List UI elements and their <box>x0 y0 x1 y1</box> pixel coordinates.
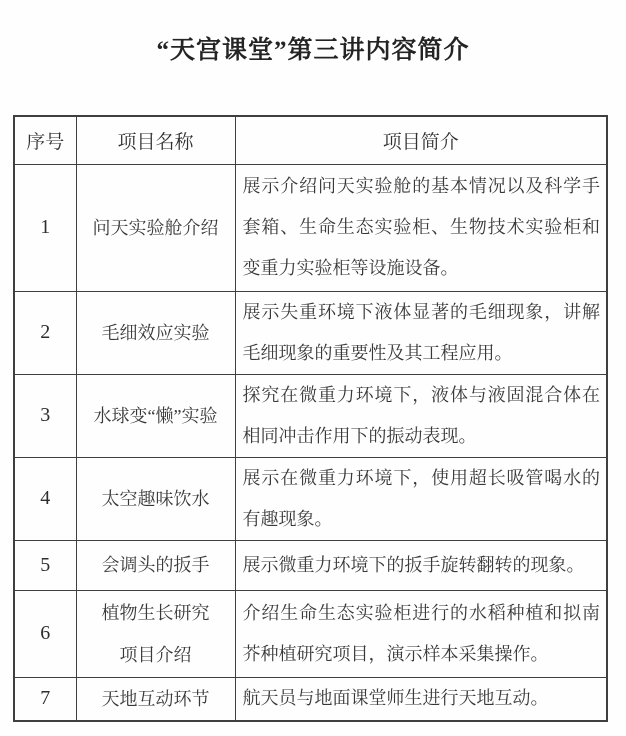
project-name-cell <box>76 590 235 677</box>
header-project-name: 项目名称 <box>76 116 235 164</box>
table-header-row <box>14 116 607 164</box>
row-serial-number: 4 <box>14 457 76 540</box>
row-serial-number: 2 <box>14 291 76 374</box>
project-name-line: 毛细效应实验 <box>101 322 210 343</box>
project-name-line: 天地互动环节 <box>101 688 210 709</box>
row-serial-number: 3 <box>14 374 76 457</box>
row-serial-number: 7 <box>14 677 76 721</box>
project-name-cell <box>76 540 235 590</box>
project-intro-cell: 展示微重力环境下的扳手旋转翻转的现象。 <box>235 540 607 590</box>
project-intro-cell: 介绍生命生态实验柜进行的水稻种植和拟南芥种植研究项目，演示样本采集操作。 <box>235 590 607 677</box>
content-table <box>13 115 608 722</box>
page-title: “天宫课堂”第三讲内容简介 <box>156 37 470 64</box>
project-name-line: 会调头的扳手 <box>101 555 210 575</box>
table-row <box>14 540 607 590</box>
project-name-cell <box>76 291 235 374</box>
project-name-line: 水球变“懒”实验 <box>93 405 218 426</box>
table-row <box>14 590 607 677</box>
table-row <box>14 677 607 721</box>
project-intro-cell: 展示在微重力环境下，使用超长吸管喝水的有趣现象。 <box>235 457 607 540</box>
project-intro-cell: 航天员与地面课堂师生进行天地互动。 <box>235 677 607 721</box>
header-project-intro: 项目简介 <box>235 116 607 164</box>
project-name-cell <box>76 677 235 721</box>
project-name-line: 问天实验舱介绍 <box>92 217 219 238</box>
table-row <box>14 291 607 374</box>
project-name-line: 太空趣味饮水 <box>101 488 210 509</box>
project-name-line: 项目介绍 <box>119 644 192 665</box>
project-intro-cell: 探究在微重力环境下，液体与液固混合体在相同冲击作用下的振动表现。 <box>235 374 607 457</box>
table-row <box>14 164 607 291</box>
project-name-cell <box>76 374 235 457</box>
project-intro-cell: 展示失重环境下液体显著的毛细现象，讲解毛细现象的重要性及其工程应用。 <box>235 291 607 374</box>
project-intro-cell: 展示介绍问天实验舱的基本情况以及科学手套箱、生命生态实验柜、生物技术实验柜和变重力实验柜等设施设备。 <box>235 164 607 291</box>
header-serial-number: 序号 <box>14 116 76 164</box>
row-serial-number: 1 <box>14 164 76 291</box>
project-name-cell <box>76 457 235 540</box>
table-row <box>14 457 607 540</box>
row-serial-number: 5 <box>14 540 76 590</box>
row-serial-number: 6 <box>14 590 76 677</box>
table-row <box>14 374 607 457</box>
project-name-line: 植物生长研究 <box>101 602 210 623</box>
project-name-cell <box>76 164 235 291</box>
